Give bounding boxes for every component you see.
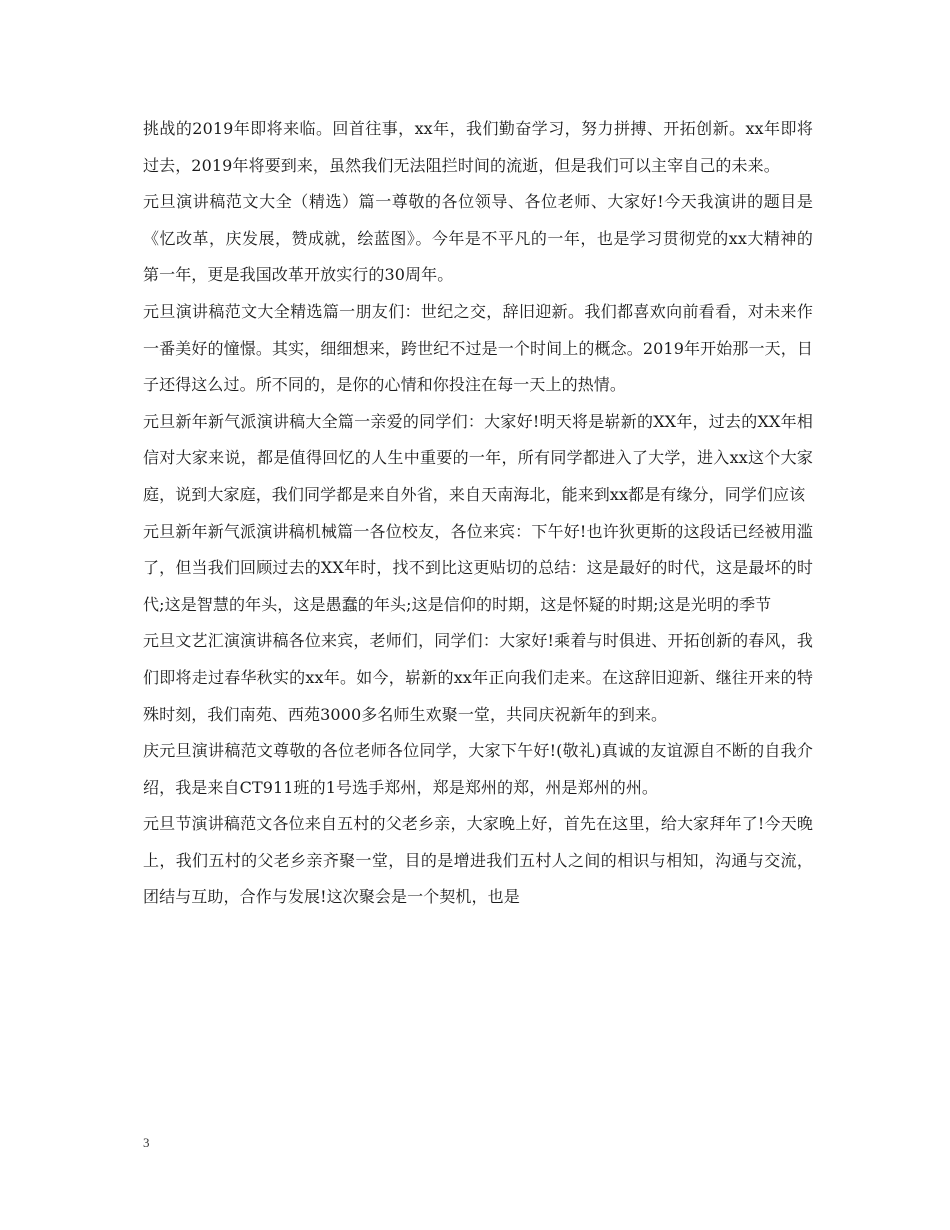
paragraph-3: 元旦演讲稿范文大全精选篇一朋友们：世纪之交，辞旧迎新。我们都喜欢向前看看，对未来作一番美好的憧憬。其实，细细想来，跨世纪不过是一个时间上的概念。2019年开始那一天，日子还得这么过。所不同的，是你的心情和你投注在每一天上的热情。 (143, 301, 813, 395)
paragraph-2: 元旦演讲稿范文大全（精选）篇一尊敬的各位领导、各位老师、大家好!今天我演讲的题目是《忆改革，庆发展，赞成就，绘蓝图》。今年是不平凡的一年，也是学习贯彻党的xx大精神的第一年，更是我国改革开放实行的30周年。 (143, 192, 813, 285)
paragraph-4: 元旦新年新气派演讲稿大全篇一亲爱的同学们：大家好!明天将是崭新的XX年，过去的XX年相信对大家来说，都是值得回忆的人生中重要的一年，所有同学都进入了大学，进入xx这个大家庭，说到大家庭，我们同学都是来自外省，来自天南海北，能来到xx都是有缘分，同学们应该 (143, 411, 813, 504)
paragraph-5: 元旦新年新气派演讲稿机械篇一各位校友，各位来宾：下午好!也许狄更斯的这段话已经被用滥了，但当我们回顾过去的XX年时，找不到比这更贴切的总结：这是最好的时代，这是最坏的时代;这是智慧的年头，这是愚蠢的年头;这是信仰的时期，这是怀疑的时期;这是光明的季节 (143, 521, 813, 614)
document-body (143, 111, 813, 916)
paragraph-1: 挑战的2019年即将来临。回首往事，xx年，我们勤奋学习，努力拼搏、开拓创新。xx年即将过去，2019年将要到来，虽然我们无法阻拦时间的流逝，但是我们可以主宰自己的未来。 (143, 119, 813, 175)
paragraph-8: 元旦节演讲稿范文各位来自五村的父老乡亲，大家晚上好，首先在这里，给大家拜年了!今天晚上，我们五村的父老乡亲齐聚一堂，目的是增进我们五村人之间的相识与相知，沟通与交流，团结与互助，合作与发展!这次聚会是一个契机，也是 (143, 814, 813, 907)
paragraph-7: 庆元旦演讲稿范文尊敬的各位老师各位同学，大家下午好!(敬礼)真诚的友谊源自不断的自我介绍，我是来自CT911班的1号选手郑州，郑是郑州的郑，州是郑州的州。 (143, 741, 813, 797)
page-number: 3 (143, 1135, 150, 1150)
paragraph-6: 元旦文艺汇演演讲稿各位来宾，老师们，同学们：大家好!乘着与时俱进、开拓创新的春风，我们即将走过春华秋实的xx年。如今，崭新的xx年正向我们走来。在这辞旧迎新、继往开来的特殊时刻，我们南苑、西苑3000多名师生欢聚一堂，共同庆祝新年的到来。 (143, 631, 813, 724)
